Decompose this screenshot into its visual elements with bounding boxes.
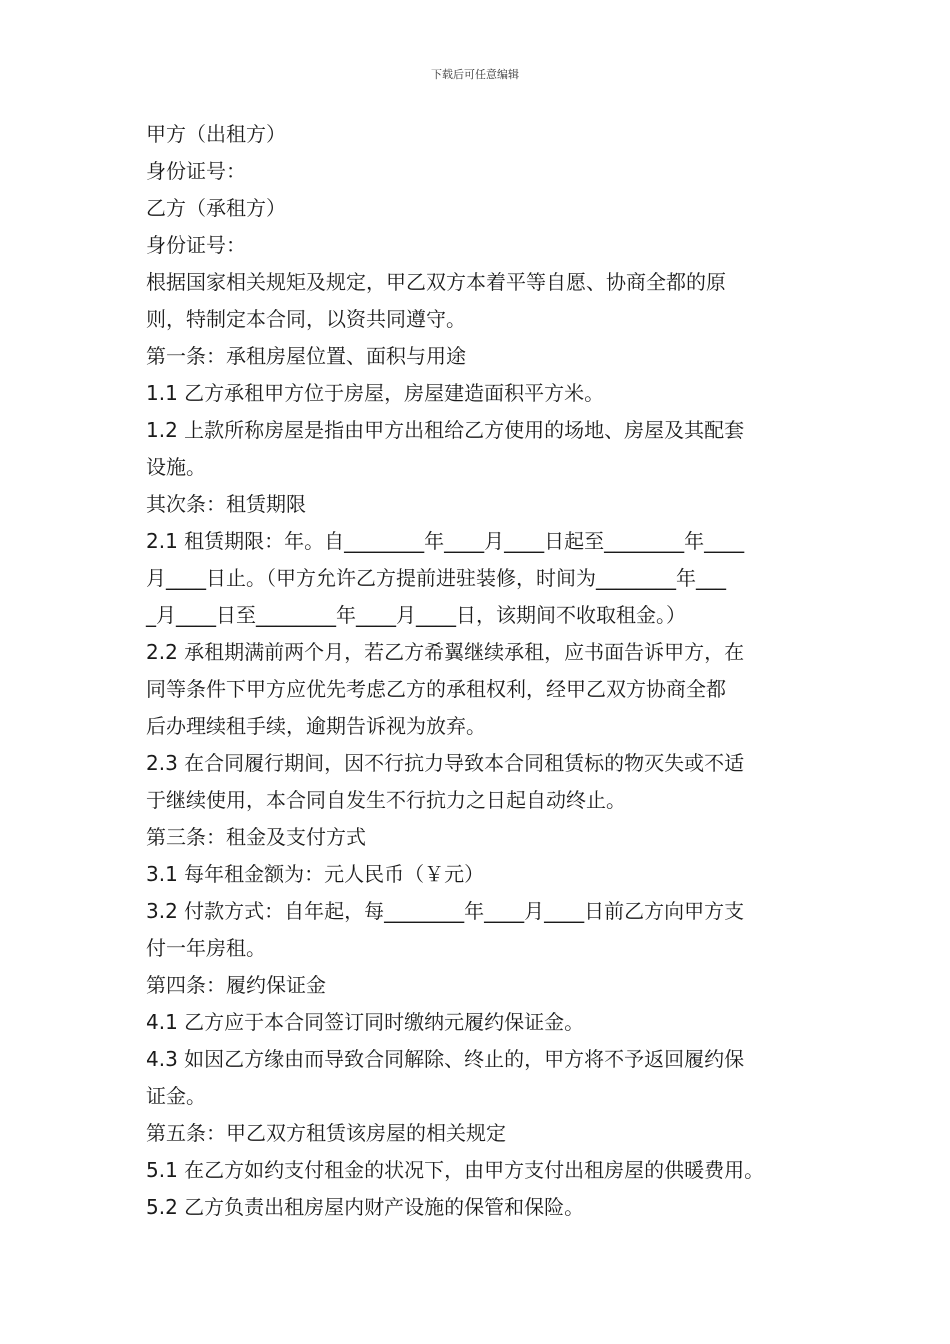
clause-line: 1.2 上款所称房屋是指由甲方出租给乙方使用的场地、房屋及其配套 — [146, 418, 745, 442]
clause-line: 同等条件下甲方应优先考虑乙方的承租权利，经甲乙双方协商全都 — [146, 677, 726, 701]
article-heading: 第四条：履约保证金 — [146, 973, 326, 997]
clause-line: 于继续使用，本合同自发生不行抗力之日起自动终止。 — [146, 788, 626, 812]
clause-line: 2.2 承租期满前两个月，若乙方希翼继续承租，应书面告诉甲方，在 — [146, 640, 745, 664]
party-b-id-label: 身份证号： — [146, 233, 246, 257]
clause-line: 付一年房租。 — [146, 936, 266, 960]
article-heading: 其次条：租赁期限 — [146, 492, 306, 516]
clause-line: 1.1 乙方承租甲方位于房屋，房屋建造面积平方米。 — [146, 381, 605, 405]
clause-line: 后办理续租手续，逾期告诉视为放弃。 — [146, 714, 486, 738]
clause-line: _月____日至________年____月____日，该期间不收取租金。） — [146, 603, 686, 627]
article-heading: 第五条：甲乙双方租赁该房屋的相关规定 — [146, 1121, 506, 1145]
article-heading: 第一条：承租房屋位置、面积与用途 — [146, 344, 466, 368]
preamble-line: 根据国家相关规矩及规定，甲乙双方本着平等自愿、协商全都的原 — [146, 270, 726, 294]
clause-line: 4.3 如因乙方缘由而导致合同解除、终止的，甲方将不予返回履约保 — [146, 1047, 745, 1071]
clause-line: 3.1 每年租金额为：元人民币（￥元） — [146, 862, 485, 886]
clause-line: 5.1 在乙方如约支付租金的状况下，由甲方支付出租房屋的供暖费用。 — [146, 1158, 765, 1182]
party-b-label: 乙方（承租方） — [146, 196, 286, 220]
clause-line: 设施。 — [146, 455, 206, 479]
preamble-line: 则，特制定本合同，以资共同遵守。 — [146, 307, 466, 331]
page-header-note: 下载后可任意编辑 — [431, 68, 519, 81]
clause-line: 5.2 乙方负责出租房屋内财产设施的保管和保险。 — [146, 1195, 585, 1219]
clause-line: 2.1 租赁期限：年。自________年____月____日起至________年____ — [146, 529, 745, 553]
clause-line: 月____日止。（甲方允许乙方提前进驻装修，时间为________年___ — [146, 566, 726, 590]
clause-line: 2.3 在合同履行期间，因不行抗力导致本合同租赁标的物灭失或不适 — [146, 751, 745, 775]
party-a-id-label: 身份证号： — [146, 159, 246, 183]
party-a-label: 甲方（出租方） — [146, 122, 286, 146]
clause-line: 证金。 — [146, 1084, 206, 1108]
contract-body — [146, 116, 810, 1226]
clause-line: 3.2 付款方式：自年起，每________年____月____日前乙方向甲方支 — [146, 899, 745, 923]
article-heading: 第三条：租金及支付方式 — [146, 825, 366, 849]
clause-line: 4.1 乙方应于本合同签订同时缴纳元履约保证金。 — [146, 1010, 585, 1034]
